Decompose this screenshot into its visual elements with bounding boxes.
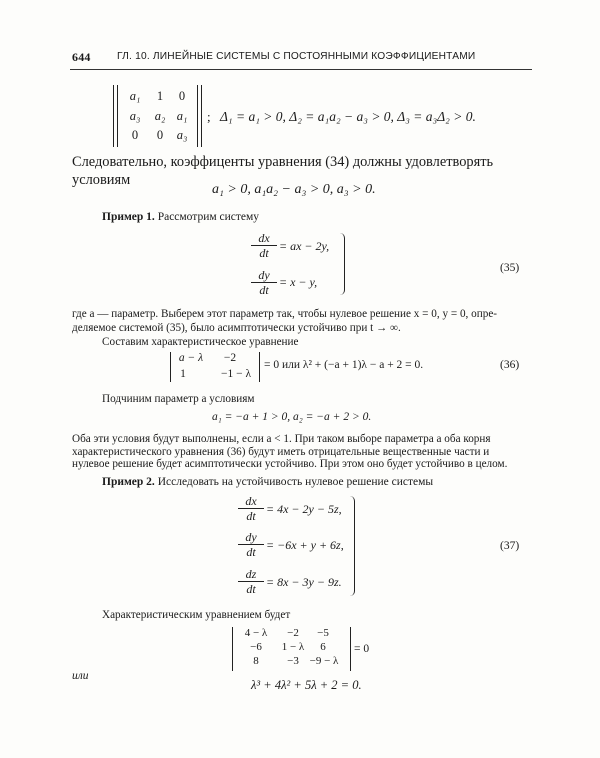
eq-denominator: dt <box>259 283 269 297</box>
eq-denominator: dt <box>246 545 256 559</box>
matrix-cell: −9 − λ <box>309 655 339 667</box>
matrix-cell: a₁ <box>176 109 188 123</box>
eq-numerator: dy <box>251 268 277 283</box>
matrix-cell: −3 <box>287 655 299 667</box>
example1-result-line2: характеристического уравнения (36) будут иметь отрицательные вещественные части и <box>72 446 490 458</box>
eq-numerator: dx <box>238 494 264 509</box>
example1-eq1-rhs: = ax − 2y, <box>279 239 330 253</box>
example2-char-eq-rhs: = 0 <box>354 643 370 655</box>
example2-final: λ³ + 4λ² + 5λ + 2 = 0. <box>251 678 362 692</box>
hurwitz-conditions: Δ₁ = a₁ > 0, Δ₂ = a₁a₂ − a₃ > 0, Δ₃ = a₃Δ₂ > 0. <box>220 109 476 124</box>
example1-result-line1: Оба эти условия будут выполнены, если a < 1. При таком выборе параметра a оба корня <box>72 433 491 445</box>
eq-numerator: dx <box>251 231 277 246</box>
matrix-cell: 1 <box>156 89 164 103</box>
matrix-cell: 0 <box>178 89 186 103</box>
matrix-cell: a₃ <box>176 128 188 142</box>
example1-eq1-fraction <box>251 231 277 260</box>
example2-heading: Пример 2. <box>102 476 155 488</box>
matrix-cell: 1 − λ <box>281 641 305 653</box>
example1-subject: Подчиним параметр a условиям <box>102 393 255 405</box>
example1-para-line1: где a — параметр. Выберем этот параметр так, чтобы нулевое решение x = 0, y = 0, опре- <box>72 308 498 320</box>
eq-denominator: dt <box>259 246 269 260</box>
example1-eq2-fraction <box>251 268 277 297</box>
header-rule <box>70 69 532 70</box>
example1-heading: Пример 1. <box>102 211 155 223</box>
example2-intro <box>102 476 433 488</box>
conclusion-line2: условиям <box>72 172 131 188</box>
example2-brace <box>350 496 355 596</box>
eq-denominator: dt <box>246 582 256 596</box>
matrix-cell: 0 <box>156 128 164 142</box>
matrix-cell: −2 <box>287 627 299 639</box>
hurwitz-semicolon: ; <box>207 109 211 124</box>
example1-char-intro: Составим характеристическое уравнение <box>102 336 299 348</box>
matrix-cell: 6 <box>320 641 326 653</box>
matrix-cell: 8 <box>253 655 259 667</box>
example2-eq2-rhs: = −6x + y + 6z, <box>266 538 344 552</box>
matrix-cell: 4 − λ <box>244 627 268 639</box>
example2-eq1-rhs: = 4x − 2y − 5z, <box>266 502 342 516</box>
example2-eq2-fraction <box>238 530 264 559</box>
example1-char-eq: = 0 или λ² + (−a + 1)λ − a + 2 = 0. <box>264 359 424 371</box>
example1-para-line2: деляемое системой (35), было асимптотически устойчиво при t → ∞. <box>72 322 401 334</box>
example2-eq3-fraction <box>238 567 264 596</box>
matrix-cell: a₂ <box>154 109 166 123</box>
matrix-cell: a − λ <box>178 352 204 364</box>
matrix-cell: −6 <box>250 641 262 653</box>
example2-char-intro: Характеристическим уравнением будет <box>102 609 291 621</box>
matrix-cell: −1 − λ <box>220 368 252 380</box>
example1-text: Рассмотрим систему <box>154 211 260 223</box>
example1-eq-number: (35) <box>500 262 520 274</box>
eq-denominator: dt <box>246 509 256 523</box>
example2-eq-number: (37) <box>500 540 520 552</box>
example1-char-number: (36) <box>500 359 520 371</box>
example1-conditions: a₁ = −a + 1 > 0, a₂ = −a + 2 > 0. <box>212 411 372 423</box>
matrix-cell: a₃ <box>129 109 141 123</box>
page-number: 644 <box>72 50 91 64</box>
conclusion-formula: a₁ > 0, a₁a₂ − a₃ > 0, a₃ > 0. <box>212 182 376 197</box>
matrix-cell: 1 <box>180 368 186 380</box>
example1-brace <box>340 233 345 295</box>
matrix-cell: a₁ <box>129 89 141 103</box>
running-title: ГЛ. 10. ЛИНЕЙНЫЕ СИСТЕМЫ С ПОСТОЯННЫМИ КОЭФФИЦИЕНТАМИ <box>117 51 476 62</box>
example1-intro <box>102 211 259 223</box>
example1-eq2-rhs: = x − y, <box>279 275 318 289</box>
example2-eq1-fraction <box>238 494 264 523</box>
matrix-cell: −5 <box>317 627 329 639</box>
conclusion-line1: Следовательно, коэффиценты уравнения (34) должны удовлетворять <box>72 154 494 170</box>
example1-result-line3: нулевое решение будет асимптотически устойчиво. При этом оно будет устойчиво в целом. <box>72 458 508 470</box>
example2-text: Исследовать на устойчивость нулевое решение системы <box>154 476 434 488</box>
example2-eq3-rhs: = 8x − 3y − 9z. <box>266 575 342 589</box>
eq-numerator: dz <box>238 567 264 582</box>
example2-or: или <box>72 670 89 682</box>
matrix-cell: −2 <box>223 352 237 364</box>
matrix-cell: 0 <box>131 128 139 142</box>
eq-numerator: dy <box>238 530 264 545</box>
